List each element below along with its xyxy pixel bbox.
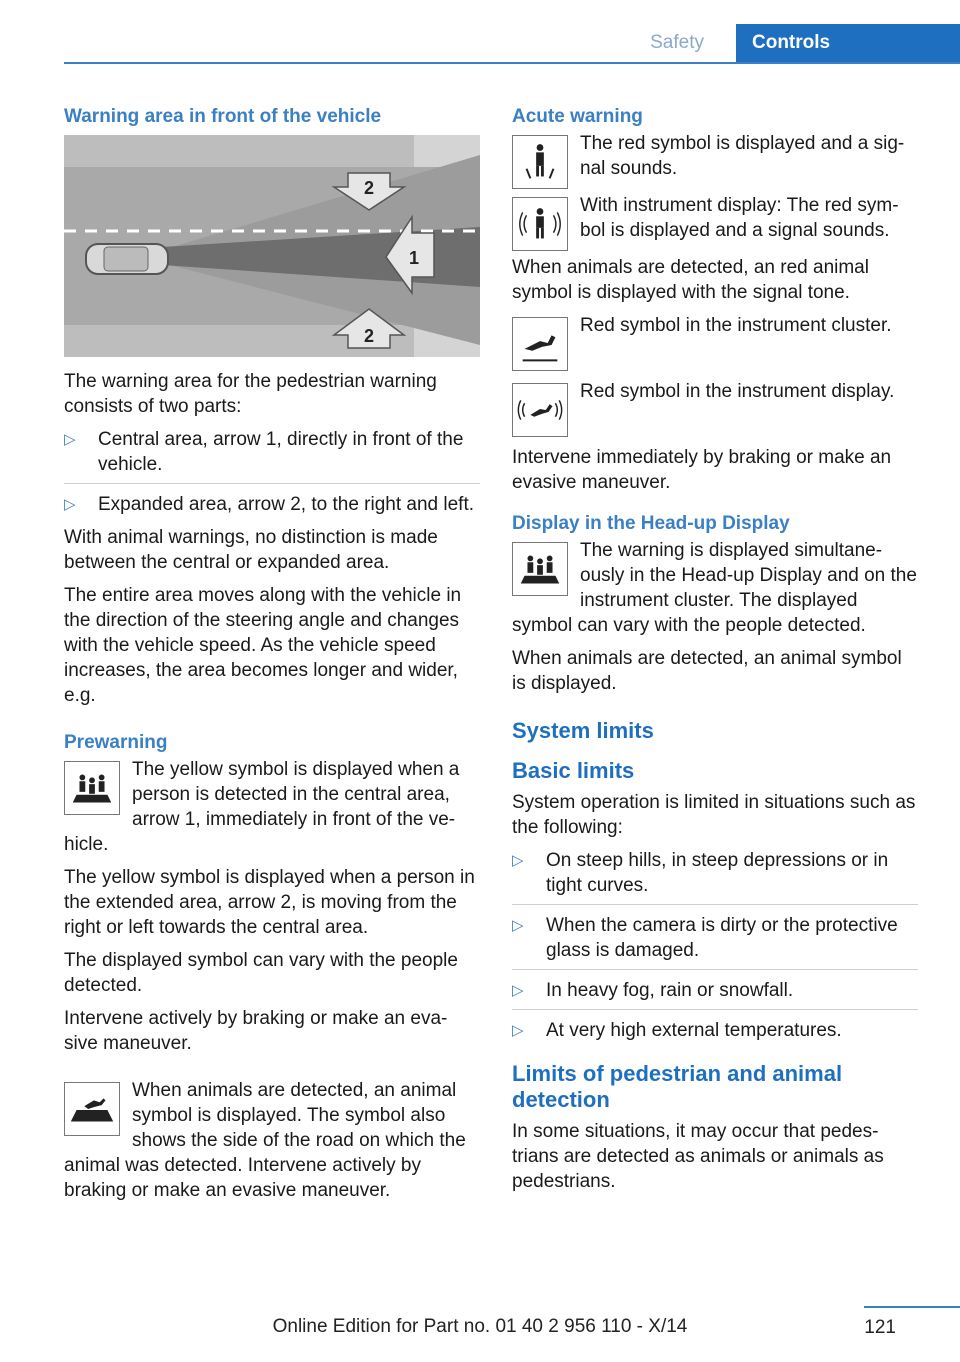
acute-text-6: Intervene immediately by braking or make an evasive maneuver. [512,447,892,493]
warning-area-heading: Warning area in front of the vehicle [64,106,382,127]
basic-limits-intro: System operation is limited in situations such as the following: [512,792,916,838]
acute-text-4: Red symbol in the instrument cluster. [512,313,918,371]
list-item: ▷ In heavy fog, rain or snowfall. [512,980,794,1001]
system-limits-heading: System limits [512,718,654,743]
acute-text-5: Red symbol in the instrument display. [512,379,918,437]
divider [512,904,918,905]
prewarning-text-2: The yellow symbol is displayed when a person in the extended area, arrow 2, is moving from the right or left towards the central area. [64,867,475,938]
bullet-triangle-icon: ▷ [512,852,524,869]
arrow-2-top-label: 2 [363,178,375,198]
hud-heading: Display in the Head-up Display [512,513,790,534]
pedestrian-signal-icon [512,197,568,251]
bullet-triangle-icon: ▷ [512,917,524,934]
left-column [64,104,480,1211]
divider [64,483,480,484]
prewarning-text-3: The displayed symbol can vary with the people detected. [64,950,458,996]
divider [512,969,918,970]
tab-controls[interactable]: Controls [736,24,960,62]
page-header [64,24,960,64]
bullet-triangle-icon: ▷ [512,1022,524,1039]
hud-text-1: The warning is displayed simultane‐ ously in the Head-up Display and on the instrument cluster. The displayed symbol can vary with the people detected. [512,540,917,636]
acute-warning-heading: Acute warning [512,106,643,127]
pedestrian-group-hud-icon [512,542,568,596]
pedestrian-animal-limits-heading: Limits of pedestrian and animal detection [512,1061,843,1112]
list-item: ▷ When the camera is dirty or the protective glass is damaged. [512,915,898,961]
divider [512,1009,918,1010]
bullet-triangle-icon: ▷ [64,496,76,513]
prewarning-heading: Prewarning [64,732,168,753]
list-item: ▷ At very high external temperatures. [512,1020,842,1041]
bullet-triangle-icon: ▷ [512,982,524,999]
list-item: ▷ Expanded area, arrow 2, to the right and left. [64,494,475,515]
tab-safety[interactable]: Safety [650,32,704,53]
prewarning-text-1: The yellow symbol is displayed when a person is detected in the central area, arrow 1, immediately in front of the ve‐ hicle. [64,759,460,855]
animal-signal-icon [512,383,568,437]
list-item: ▷ On steep hills, in steep depressions or in tight curves. [512,850,889,896]
animal-road-warning-icon [64,1082,120,1136]
basic-limits-heading: Basic limits [512,758,635,783]
animal-distinction-text: With animal warnings, no distinction is made between the central or expanded area. [64,527,438,573]
pedestrian-warning-icon [512,135,568,189]
warning-area-figure [64,135,480,357]
bullet-triangle-icon: ▷ [64,431,76,448]
arrow-2-bottom-label: 2 [363,326,375,346]
footer-edition: Online Edition for Part no. 01 40 2 956 110 - X/14 [272,1316,688,1337]
pedestrian-group-warning-icon [64,761,120,815]
warning-area-intro: The warning area for the pedestrian warning consists of two parts: [64,371,437,417]
list-item: ▷ Central area, arrow 1, directly in front of the vehicle. [64,429,464,475]
prewarning-text-4: Intervene actively by braking or make an eva‐ sive maneuver. [64,1008,448,1054]
acute-text-2: With instrument display: The red sym‐ bol is displayed and a signal sounds. [512,193,918,243]
prewarning-animal-text: When animals are detected, an animal symbol is displayed. The symbol also shows the side of the road on which the animal was detected. Intervene actively by braking or make an evasive maneuver. [64,1080,466,1201]
page-number: 121 [864,1317,896,1338]
acute-text-1: The red symbol is displayed and a sig‐ nal sounds. [512,131,918,181]
animal-warning-icon [512,317,568,371]
pedestrian-animal-limits-text: In some situations, it may occur that pedes‐ trians are detected as animals or animals as pedestrians. [512,1121,884,1192]
right-column [512,104,918,1202]
arrow-1-label: 1 [408,248,420,268]
hud-text-2: When animals are detected, an animal symbol is displayed. [512,648,902,694]
area-moves-text: The entire area moves along with the vehicle in the direction of the steering angle and changes with the vehicle speed. As the vehicle speed increases, the area becomes longer and wider, e.g. [64,585,462,706]
acute-text-3: When animals are detected, an red animal symbol is displayed with the signal tone. [512,257,869,303]
footer-rule [864,1306,960,1308]
